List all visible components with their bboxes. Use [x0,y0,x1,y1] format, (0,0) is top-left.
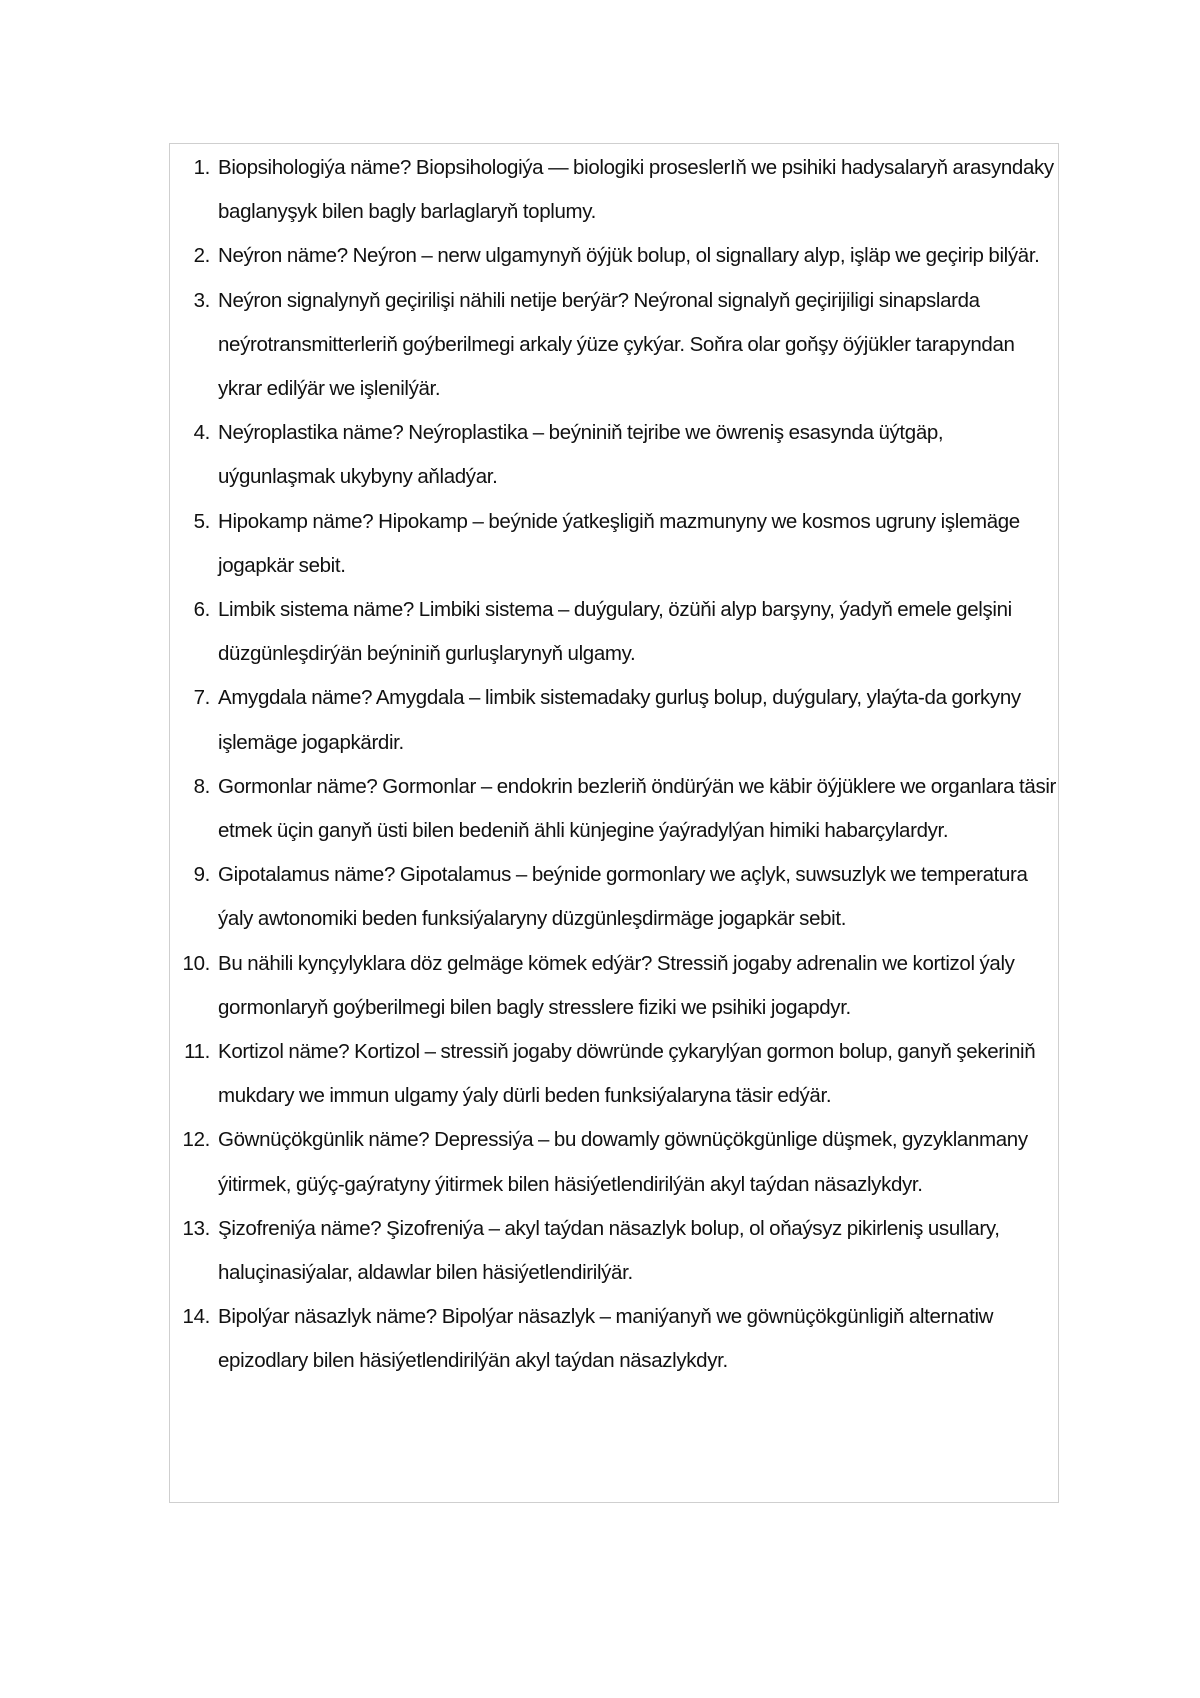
list-item [170,411,1060,499]
list-item [170,853,1060,941]
item-text: Gipotalamus näme? Gipotalamus – beýnide gormonlary we açlyk, suwsuzlyk we temperatura ýaly awtonomiki beden funksiýalaryny düzgünleşdirmäge jogapkär sebit. [218,863,1028,931]
item-number: 5. [193,509,210,533]
item-number: 3. [193,288,210,312]
item-number: 9. [193,863,210,887]
item-number: 8. [193,774,210,798]
item-text: Göwnüçökgünlik näme? Depressiýa – bu dowamly göwnüçökgünlige düşmek, gyzyklanmany ýitirmek, güýç-gaýratyny ýitirmek bilen häsiýetlendirilýän akyl taýdan näsazlykdyr. [218,1128,1028,1196]
list-item [170,279,1060,412]
item-text: Amygdala näme? Amygdala – limbik sistemadaky gurluş bolup, duýgulary, ylaýta-da gorkyny işlemäge jogapkärdir. [218,686,1021,754]
item-text: Neýroplastika näme? Neýroplastika – beýniniň tejribe we öwreniş esasynda üýtgäp, uýgunlaşmak ukybyny aňladýar. [218,421,944,489]
list-item [170,1030,1060,1118]
item-number: 4. [193,421,210,445]
list-item [170,1295,1060,1383]
list-item [170,234,1060,278]
qa-list-box [169,143,1059,1503]
item-text: Neýron signalynyň geçirilişi nähili netije berýär? Neýronal signalyň geçirijiligi sinapslarda neýrotransmitterleriň goýberilmegi arkaly ýüze çykýar. Soňra olar goňşy öýjükler tarapyndan ykrar edilýär we işlenilýär. [218,288,1015,401]
item-number: 11. [184,1040,210,1064]
item-text: Neýron näme? Neýron – nerw ulgamynyň öýjük bolup, ol signallary alyp, işläp we geçirip bilýär. [218,244,1040,268]
item-number: 12. [182,1128,210,1152]
item-text: Şizofreniýa näme? Şizofreniýa – akyl taýdan näsazlyk bolup, ol oňaýsyz pikirleniş usullary, haluçinasiýalar, aldawlar bilen häsiýetlendirilýär. [218,1216,1000,1285]
item-number: 14. [182,1305,210,1329]
item-number: 10. [182,951,210,975]
list-item [170,146,1060,234]
list-item [170,1118,1060,1206]
item-number: 13. [182,1216,210,1240]
item-number: 1. [193,156,210,179]
list-item [170,942,1060,1030]
list-item [170,1207,1060,1295]
item-text: Hipokamp näme? Hipokamp – beýnide ýatkeşligiň mazmunyny we kosmos ugruny işlemäge jogapkär sebit. [218,509,1020,577]
item-text: Bu nähili kynçylyklara döz gelmäge kömek edýär? Stressiň jogaby adrenalin we kortizol ýaly gormonlaryň goýberilmegi bilen bagly stresslere fiziki we psihiki jogapdyr. [218,951,1015,1019]
item-text: Bipolýar näsazlyk näme? Bipolýar näsazlyk – maniýanyň we göwnüçökgünligiň alternatiw epizodlary bilen häsiýetlendirilýän akyl taýdan näsazlykdyr. [218,1305,994,1373]
item-text: Limbik sistema näme? Limbiki sistema – duýgulary, özüňi alyp barşyny, ýadyň emele gelşini düzgünleşdirýän beýniniň gurluşlarynyň ulgamy. [218,598,1012,666]
list-item [170,676,1060,764]
item-number: 6. [193,598,210,622]
item-number: 2. [193,244,210,268]
item-text: Kortizol näme? Kortizol – stressiň jogaby döwründe çykarylýan gormon bolup, ganyň şekeriniň mukdary we immun ulgamy ýaly dürli beden funksiýalaryna täsir edýär. [218,1040,1036,1108]
qa-list [170,146,1060,1384]
item-number: 7. [193,686,210,710]
item-text: Biopsihologiýa näme? Biopsihologiýa — biologiki proseslerIň we psihiki hadysalaryň arasyndaky baglanyşyk bilen bagly barlaglaryň toplumy. [218,156,1054,224]
list-item [170,588,1060,676]
item-text: Gormonlar näme? Gormonlar – endokrin bezleriň öndürýän we käbir öýjüklere we organlara täsir etmek üçin ganyň üsti bilen bedeniň ähli künjegine ýaýradylýan himiki habarçylardyr. [218,774,1057,843]
list-item [170,500,1060,588]
list-item [170,765,1060,853]
